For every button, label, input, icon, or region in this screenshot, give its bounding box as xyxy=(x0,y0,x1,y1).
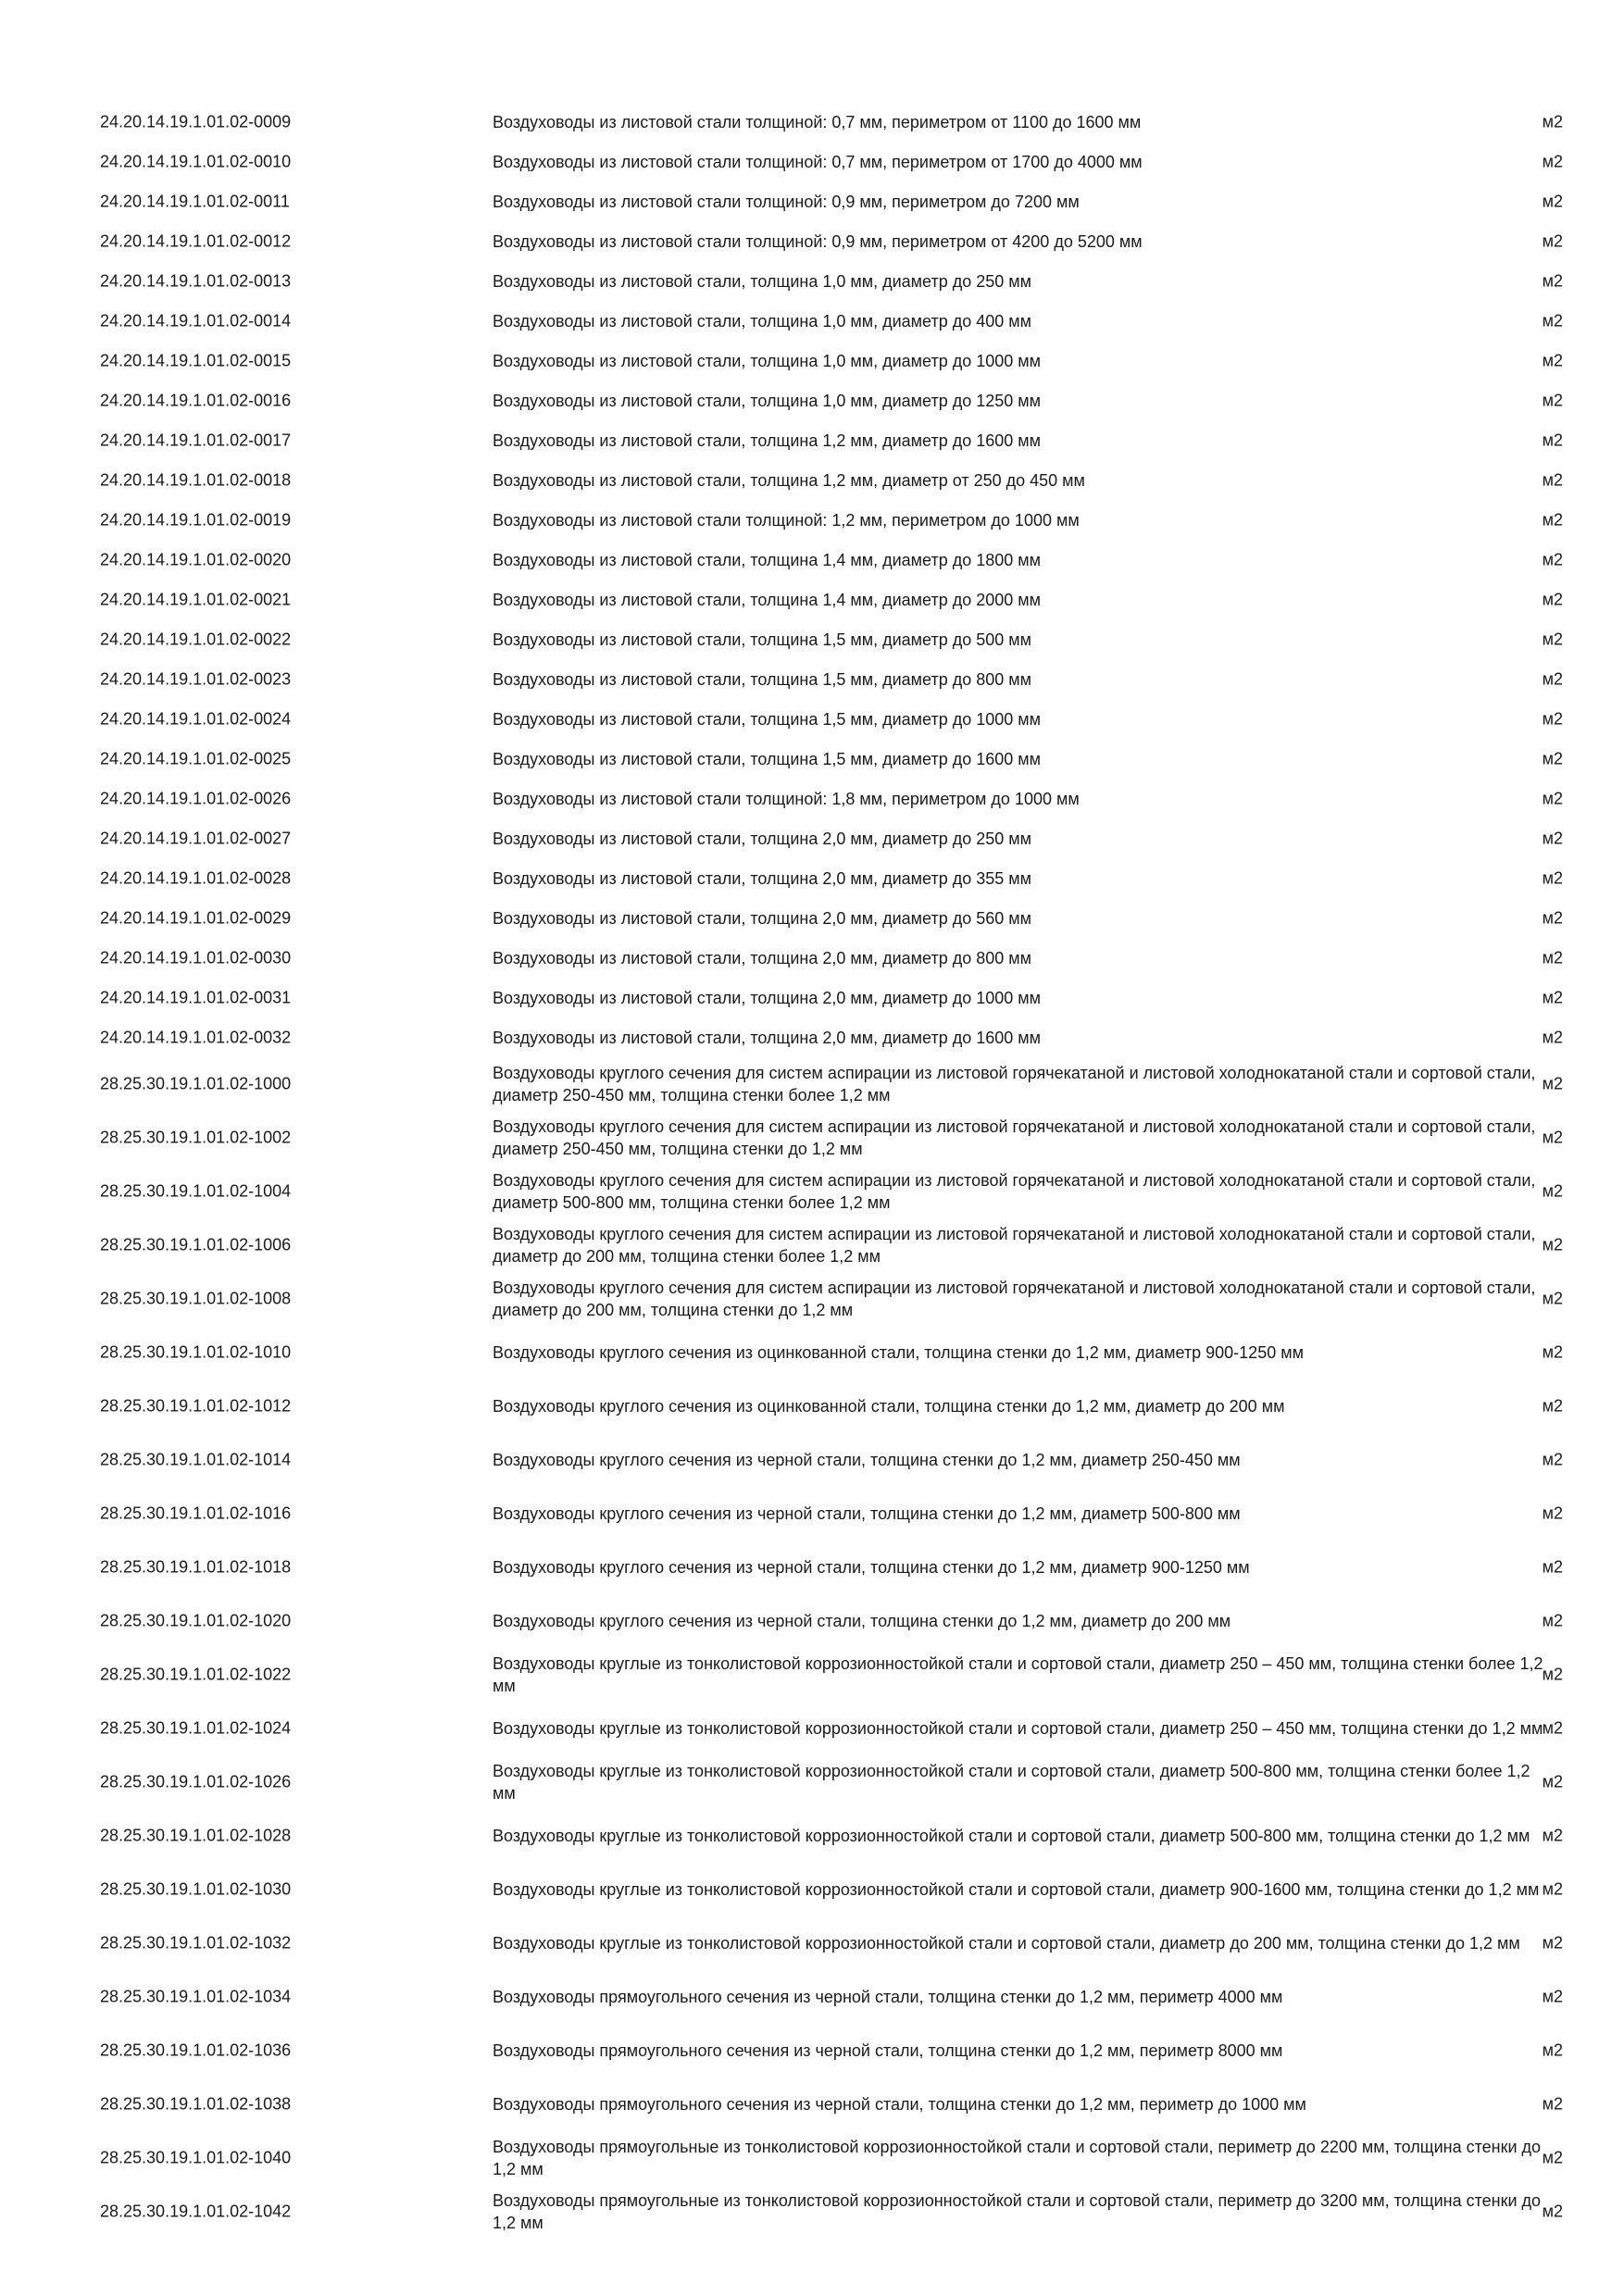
row-code: 24.20.14.19.1.01.02-0022 xyxy=(100,630,292,648)
row-unit: м2 xyxy=(1542,669,1563,688)
table-row xyxy=(100,1594,1563,1648)
row-code: 24.20.14.19.1.01.02-0030 xyxy=(100,948,292,967)
row-unit: м2 xyxy=(1542,430,1563,449)
table-row xyxy=(100,2078,1563,2131)
row-code: 24.20.14.19.1.01.02-0021 xyxy=(100,590,292,608)
row-name: Воздуховоды из листовой стали, толщина 1,5 мм, диаметр до 1600 мм xyxy=(493,749,1042,768)
row-code: 24.20.14.19.1.01.02-0019 xyxy=(100,510,292,529)
table-row xyxy=(100,2185,1563,2239)
document-table xyxy=(100,102,1563,2239)
table-row xyxy=(100,1648,1563,1702)
row-code: 28.25.30.19.1.01.02-1034 xyxy=(100,1987,292,2006)
row-name: Воздуховоды из листовой стали, толщина 2,0 мм, диаметр до 355 мм xyxy=(493,868,1032,888)
row-unit: м2 xyxy=(1542,2040,1563,2060)
row-name: Воздуховоды из листовой стали, толщина 2,0 мм, диаметр до 250 мм xyxy=(493,829,1032,848)
row-name: Воздуховоды прямоугольного сечения из черной стали, толщина стенки до 1,2 мм, периметр 8000 мм xyxy=(493,2041,1283,2060)
row-unit: м2 xyxy=(1542,2202,1563,2221)
row-unit: м2 xyxy=(1542,1342,1563,1362)
row-name: Воздуховоды из листовой стали толщиной: 0,9 мм, периметром до 7200 мм xyxy=(493,192,1080,211)
row-code: 24.20.14.19.1.01.02-0009 xyxy=(100,112,292,131)
row-code: 28.25.30.19.1.01.02-1032 xyxy=(100,1933,292,1953)
row-name: Воздуховоды круглые из тонколистовой коррозионностойкой стали и сортовой стали, диаметр 500-800 мм, толщина стенки до 1,2 мм xyxy=(493,1827,1530,1845)
table-row xyxy=(100,1863,1563,1916)
row-unit: м2 xyxy=(1542,590,1563,608)
row-unit: м2 xyxy=(1542,391,1563,409)
row-code: 24.20.14.19.1.01.02-0013 xyxy=(100,271,292,290)
row-code: 24.20.14.19.1.01.02-0012 xyxy=(100,231,292,250)
row-name: Воздуховоды из листовой стали, толщина 1,5 мм, диаметр до 500 мм xyxy=(493,630,1032,649)
row-unit: м2 xyxy=(1542,1074,1563,1093)
table-row xyxy=(100,1809,1563,1863)
row-code: 28.25.30.19.1.01.02-1010 xyxy=(100,1342,292,1362)
table-row xyxy=(100,1057,1563,1111)
row-unit: м2 xyxy=(1542,1128,1563,1147)
table-row xyxy=(100,500,1563,540)
row-code: 28.25.30.19.1.01.02-1030 xyxy=(100,1879,292,1899)
row-name: Воздуховоды из листовой стали, толщина 1,0 мм, диаметр до 1000 мм xyxy=(493,351,1042,370)
row-code: 24.20.14.19.1.01.02-0026 xyxy=(100,789,292,807)
table-row xyxy=(100,381,1563,420)
row-code: 24.20.14.19.1.01.02-0010 xyxy=(100,152,292,170)
row-code: 24.20.14.19.1.01.02-0020 xyxy=(100,550,292,568)
table-row xyxy=(100,978,1563,1017)
row-unit: м2 xyxy=(1542,1028,1563,1046)
table-row xyxy=(100,221,1563,261)
row-unit: м2 xyxy=(1542,510,1563,529)
table-row xyxy=(100,938,1563,978)
row-unit: м2 xyxy=(1542,908,1563,927)
table-row xyxy=(100,1541,1563,1594)
row-code: 24.20.14.19.1.01.02-0029 xyxy=(100,908,292,927)
row-name: Воздуховоды круглые из тонколистовой коррозионностойкой стали и сортовой стали, диаметр 250 – 450 мм, толщина стенки до 1,2 мм xyxy=(493,1719,1543,1738)
table-row xyxy=(100,460,1563,500)
row-name: Воздуховоды из листовой стали, толщина 1,5 мм, диаметр до 1000 мм xyxy=(493,709,1042,729)
row-code: 28.25.30.19.1.01.02-1004 xyxy=(100,1181,292,1201)
table-row xyxy=(100,659,1563,699)
row-code: 24.20.14.19.1.01.02-0024 xyxy=(100,709,292,728)
row-code: 28.25.30.19.1.01.02-1002 xyxy=(100,1128,292,1147)
row-unit: м2 xyxy=(1542,271,1563,290)
row-unit: м2 xyxy=(1542,231,1563,250)
row-name: Воздуховоды из листовой стали, толщина 1,5 мм, диаметр до 800 мм xyxy=(493,669,1032,689)
row-name: Воздуховоды круглого сечения для систем аспирации из листовой горячекатаной и листовой холоднокатаной стали и сортовой стали, диаметр 500-800 мм, толщина стенки более 1,2 мм xyxy=(493,1171,1536,1212)
row-name: Воздуховоды из листовой стали, толщина 2,0 мм, диаметр до 1000 мм xyxy=(493,988,1042,1007)
row-unit: м2 xyxy=(1542,1396,1563,1416)
row-name: Воздуховоды из листовой стали толщиной: 1,8 мм, периметром до 1000 мм xyxy=(493,789,1080,808)
row-name: Воздуховоды прямоугольного сечения из черной стали, толщина стенки до 1,2 мм, периметр 4000 мм xyxy=(493,1988,1283,2006)
table-row xyxy=(100,142,1563,181)
row-code: 28.25.30.19.1.01.02-1028 xyxy=(100,1826,292,1845)
row-name: Воздуховоды круглого сечения из черной стали, толщина стенки до 1,2 мм, диаметр 500-800 мм xyxy=(493,1504,1241,1523)
row-code: 24.20.14.19.1.01.02-0014 xyxy=(100,311,292,330)
row-name: Воздуховоды из листовой стали, толщина 2,0 мм, диаметр до 1600 мм xyxy=(493,1028,1042,1047)
row-unit: м2 xyxy=(1542,192,1563,210)
row-name: Воздуховоды из листовой стали, толщина 2,0 мм, диаметр до 560 мм xyxy=(493,908,1032,928)
row-name: Воздуховоды круглого сечения для систем аспирации из листовой горячекатаной и листовой холоднокатаной стали и сортовой стали, диаметр до 200 мм, толщина стенки до 1,2 мм xyxy=(493,1279,1536,1319)
table-row xyxy=(100,1702,1563,1755)
row-name: Воздуховоды из листовой стали, толщина 1,4 мм, диаметр до 1800 мм xyxy=(493,550,1042,569)
table-row xyxy=(100,341,1563,381)
table-row xyxy=(100,1017,1563,1057)
row-code: 24.20.14.19.1.01.02-0031 xyxy=(100,988,292,1006)
row-unit: м2 xyxy=(1542,948,1563,967)
table-row xyxy=(100,1970,1563,2024)
row-name: Воздуховоды круглого сечения из черной стали, толщина стенки до 1,2 мм, диаметр 250-450 мм xyxy=(493,1451,1241,1469)
row-unit: м2 xyxy=(1542,311,1563,330)
row-code: 24.20.14.19.1.01.02-0017 xyxy=(100,430,292,449)
table-row xyxy=(100,1165,1563,1218)
table-row xyxy=(100,2131,1563,2185)
row-unit: м2 xyxy=(1542,789,1563,807)
table-row xyxy=(100,699,1563,739)
table-row xyxy=(100,301,1563,341)
row-unit: м2 xyxy=(1542,1611,1563,1630)
row-code: 28.25.30.19.1.01.02-1000 xyxy=(100,1074,292,1093)
row-code: 24.20.14.19.1.01.02-0023 xyxy=(100,669,292,688)
row-unit: м2 xyxy=(1542,829,1563,847)
row-name: Воздуховоды из листовой стали толщиной: 0,7 мм, периметром от 1100 до 1600 мм xyxy=(493,112,1142,131)
row-unit: м2 xyxy=(1542,1665,1563,1684)
row-unit: м2 xyxy=(1542,1235,1563,1254)
row-name: Воздуховоды из листовой стали, толщина 2,0 мм, диаметр до 800 мм xyxy=(493,948,1032,967)
table-row xyxy=(100,1272,1563,1326)
row-unit: м2 xyxy=(1542,988,1563,1006)
row-code: 28.25.30.19.1.01.02-1038 xyxy=(100,2094,292,2114)
row-unit: м2 xyxy=(1542,112,1563,131)
row-unit: м2 xyxy=(1542,1289,1563,1308)
row-name: Воздуховоды круглого сечения из черной стали, толщина стенки до 1,2 мм, диаметр 900-1250 мм xyxy=(493,1558,1250,1577)
row-code: 28.25.30.19.1.01.02-1016 xyxy=(100,1504,292,1523)
table-row xyxy=(100,261,1563,301)
row-code: 24.20.14.19.1.01.02-0027 xyxy=(100,829,292,847)
row-name: Воздуховоды прямоугольные из тонколистовой коррозионностойкой стали и сортовой стали, периметр до 2200 мм, толщина стенки до 1,2 мм xyxy=(493,2138,1542,2178)
row-name: Воздуховоды из листовой стали толщиной: 1,2 мм, периметром до 1000 мм xyxy=(493,510,1080,530)
row-name: Воздуховоды из листовой стали, толщина 1,0 мм, диаметр до 1250 мм xyxy=(493,391,1042,410)
row-unit: м2 xyxy=(1542,630,1563,648)
row-unit: м2 xyxy=(1542,1557,1563,1577)
row-code: 28.25.30.19.1.01.02-1040 xyxy=(100,2148,292,2167)
table-row xyxy=(100,1326,1563,1379)
table-row xyxy=(100,898,1563,938)
row-unit: м2 xyxy=(1542,709,1563,728)
row-code: 24.20.14.19.1.01.02-0016 xyxy=(100,391,292,409)
row-code: 24.20.14.19.1.01.02-0025 xyxy=(100,749,292,767)
row-name: Воздуховоды прямоугольного сечения из черной стали, толщина стенки до 1,2 мм, периметр до 1000 мм xyxy=(493,2095,1306,2114)
table-row xyxy=(100,540,1563,580)
table-row xyxy=(100,739,1563,779)
row-name: Воздуховоды из листовой стали, толщина 1,4 мм, диаметр до 2000 мм xyxy=(493,590,1042,609)
table-row xyxy=(100,1487,1563,1541)
table-row xyxy=(100,1433,1563,1487)
row-code: 28.25.30.19.1.01.02-1022 xyxy=(100,1665,292,1684)
table-row xyxy=(100,102,1563,142)
row-code: 24.20.14.19.1.01.02-0015 xyxy=(100,351,292,369)
row-code: 28.25.30.19.1.01.02-1042 xyxy=(100,2202,292,2221)
row-code: 24.20.14.19.1.01.02-0011 xyxy=(100,192,290,210)
row-code: 28.25.30.19.1.01.02-1026 xyxy=(100,1772,292,1791)
row-code: 24.20.14.19.1.01.02-0032 xyxy=(100,1028,292,1046)
table-row xyxy=(100,1111,1563,1165)
row-name: Воздуховоды из листовой стали, толщина 1,0 мм, диаметр до 250 мм xyxy=(493,271,1032,291)
row-name: Воздуховоды прямоугольные из тонколистовой коррозионностойкой стали и сортовой стали, периметр до 3200 мм, толщина стенки до 1,2 мм xyxy=(493,2191,1542,2232)
table-row xyxy=(100,1755,1563,1809)
row-name: Воздуховоды круглого сечения из оцинкованной стали, толщина стенки до 1,2 мм, диаметр 900-1250 мм xyxy=(493,1343,1304,1362)
row-unit: м2 xyxy=(1542,1772,1563,1791)
row-name: Воздуховоды круглого сечения для систем аспирации из листовой горячекатаной и листовой холоднокатаной стали и сортовой стали, диаметр 250-450 мм, толщина стенки до 1,2 мм xyxy=(493,1117,1536,1158)
table-row xyxy=(100,1379,1563,1433)
row-unit: м2 xyxy=(1542,1504,1563,1523)
row-unit: м2 xyxy=(1542,1879,1563,1899)
row-code: 24.20.14.19.1.01.02-0018 xyxy=(100,470,292,489)
table-row xyxy=(100,1916,1563,1970)
table-row xyxy=(100,818,1563,858)
row-unit: м2 xyxy=(1542,2148,1563,2167)
row-code: 28.25.30.19.1.01.02-1012 xyxy=(100,1396,292,1416)
row-unit: м2 xyxy=(1542,1826,1563,1845)
row-unit: м2 xyxy=(1542,1933,1563,1953)
table-row xyxy=(100,1218,1563,1272)
row-unit: м2 xyxy=(1542,749,1563,767)
row-unit: м2 xyxy=(1542,152,1563,170)
row-unit: м2 xyxy=(1542,2094,1563,2114)
table-row xyxy=(100,858,1563,898)
row-name: Воздуховоды из листовой стали толщиной: 0,9 мм, периметром от 4200 до 5200 мм xyxy=(493,231,1143,251)
row-name: Воздуховоды круглые из тонколистовой коррозионностойкой стали и сортовой стали, диаметр 900-1600 мм, толщина стенки до 1,2 мм xyxy=(493,1880,1540,1899)
table-row xyxy=(100,779,1563,818)
row-unit: м2 xyxy=(1542,1987,1563,2006)
row-code: 28.25.30.19.1.01.02-1006 xyxy=(100,1235,292,1254)
row-code: 28.25.30.19.1.01.02-1036 xyxy=(100,2040,292,2060)
row-code: 24.20.14.19.1.01.02-0028 xyxy=(100,868,292,887)
row-unit: м2 xyxy=(1542,868,1563,887)
row-unit: м2 xyxy=(1542,1450,1563,1469)
table-row xyxy=(100,181,1563,221)
row-name: Воздуховоды круглого сечения для систем аспирации из листовой горячекатаной и листовой холоднокатаной стали и сортовой стали, диаметр до 200 мм, толщина стенки более 1,2 мм xyxy=(493,1225,1536,1266)
row-code: 28.25.30.19.1.01.02-1018 xyxy=(100,1557,292,1577)
row-unit: м2 xyxy=(1542,470,1563,489)
row-unit: м2 xyxy=(1542,550,1563,568)
table-row xyxy=(100,619,1563,659)
row-code: 28.25.30.19.1.01.02-1014 xyxy=(100,1450,292,1469)
table-row xyxy=(100,2024,1563,2078)
row-unit: м2 xyxy=(1542,1181,1563,1201)
row-name: Воздуховоды круглого сечения для систем аспирации из листовой горячекатаной и листовой холоднокатаной стали и сортовой стали, диаметр 250-450 мм, толщина стенки более 1,2 мм xyxy=(493,1064,1536,1104)
row-code: 28.25.30.19.1.01.02-1020 xyxy=(100,1611,292,1630)
row-name: Воздуховоды из листовой стали толщиной: 0,7 мм, периметром от 1700 до 4000 мм xyxy=(493,152,1143,171)
row-name: Воздуховоды круглые из тонколистовой коррозионностойкой стали и сортовой стали, диаметр до 200 мм, толщина стенки до 1,2 мм xyxy=(493,1934,1520,1953)
table-row xyxy=(100,420,1563,460)
row-name: Воздуховоды круглого сечения из оцинкованной стали, толщина стенки до 1,2 мм, диаметр до 200 мм xyxy=(493,1397,1285,1416)
row-code: 28.25.30.19.1.01.02-1024 xyxy=(100,1718,292,1738)
row-name: Воздуховоды круглые из тонколистовой коррозионностойкой стали и сортовой стали, диаметр 250 – 450 мм, толщина стенки более 1,2 мм xyxy=(493,1654,1543,1695)
row-name: Воздуховоды из листовой стали, толщина 1,2 мм, диаметр от 250 до 450 мм xyxy=(493,470,1085,490)
row-name: Воздуховоды из листовой стали, толщина 1,2 мм, диаметр до 1600 мм xyxy=(493,430,1042,450)
row-name: Воздуховоды из листовой стали, толщина 1,0 мм, диаметр до 400 мм xyxy=(493,311,1032,331)
table-row xyxy=(100,580,1563,619)
row-name: Воздуховоды круглого сечения из черной стали, толщина стенки до 1,2 мм, диаметр до 200 мм xyxy=(493,1612,1231,1630)
row-name: Воздуховоды круглые из тонколистовой коррозионностойкой стали и сортовой стали, диаметр 500-800 мм, толщина стенки более 1,2 мм xyxy=(493,1762,1530,1803)
row-code: 28.25.30.19.1.01.02-1008 xyxy=(100,1289,292,1308)
row-unit: м2 xyxy=(1542,1718,1563,1738)
row-unit: м2 xyxy=(1542,351,1563,369)
